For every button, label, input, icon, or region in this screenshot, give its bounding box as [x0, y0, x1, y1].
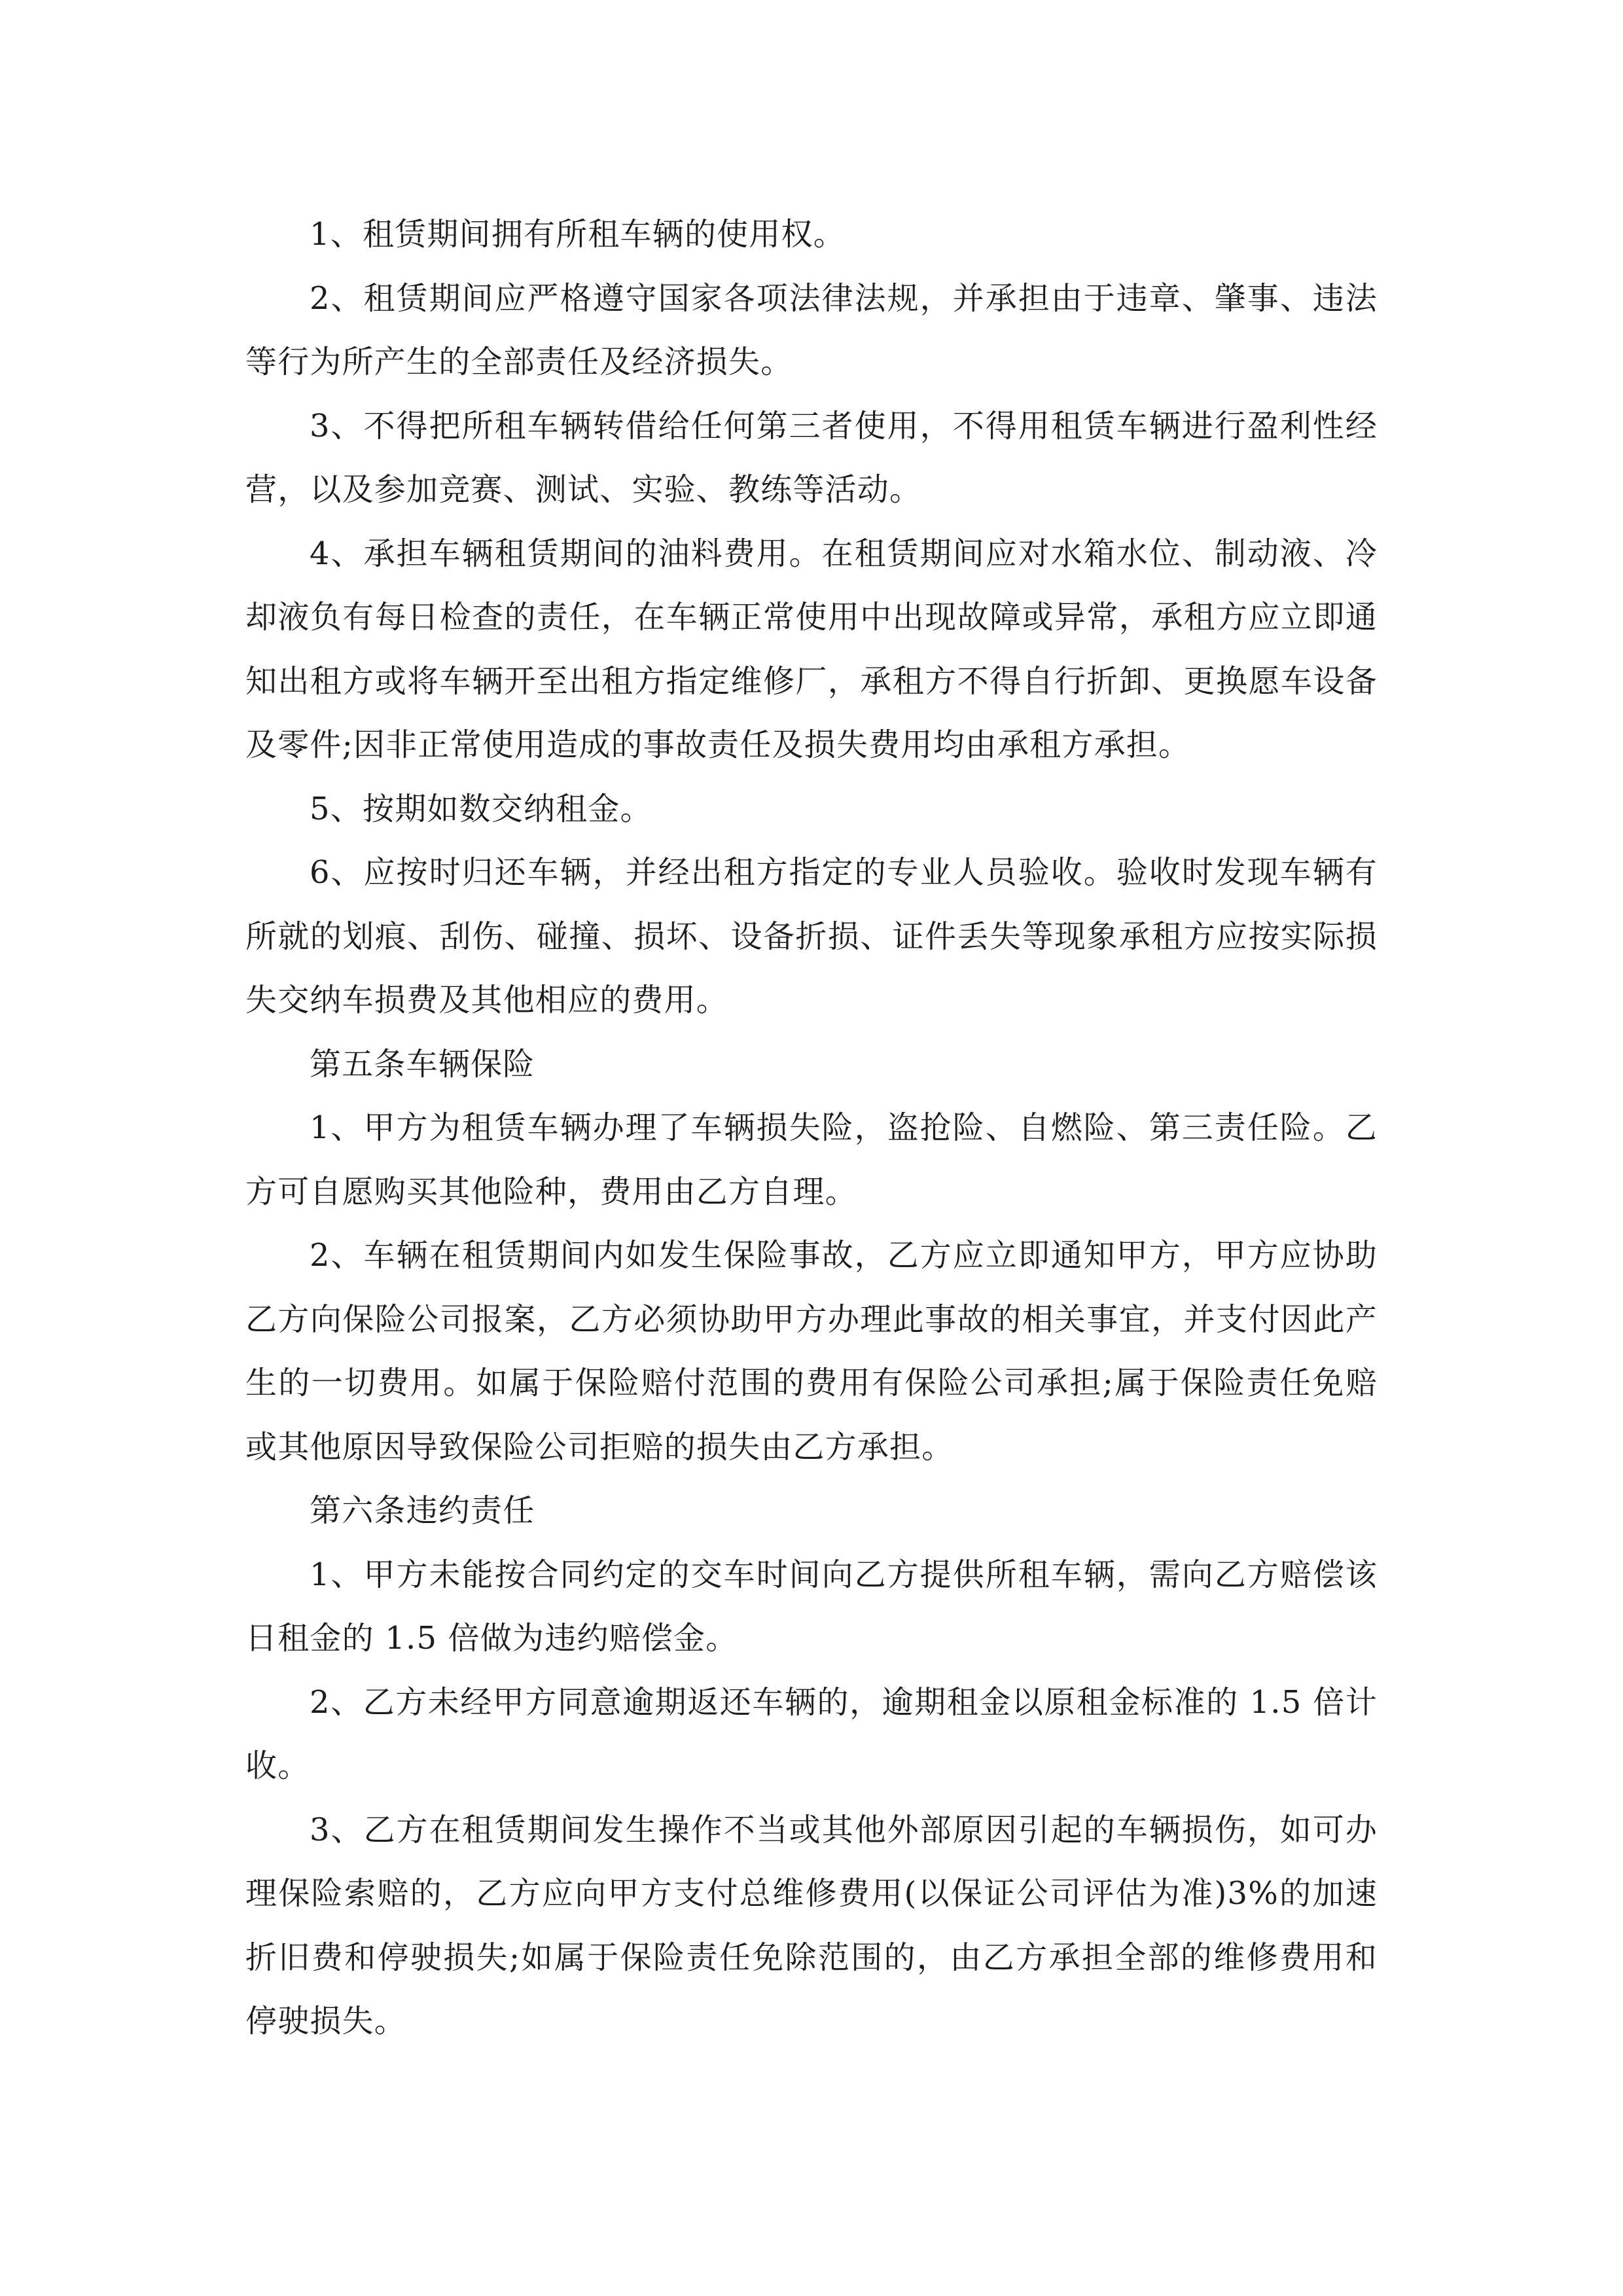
section-heading-insurance: 第五条车辆保险	[310, 1045, 535, 1083]
clause-late-delivery: 1、甲方未能按合同约定的交车时间向乙方提供所租车辆，需向乙方赔偿该日租金的 1.5 倍做为违约赔偿金。	[245, 1556, 1378, 1657]
document-body	[245, 203, 1378, 2054]
clause-fuel-and-inspection: 4、承担车辆租赁期间的油料费用。在租赁期间应对水箱水位、制动液、冷却液负有每日检查的责任，在车辆正常使用中出现故障或异常，承租方应立即通知出租方或将车辆开至出租方指定维修厂，承租方不得自行折卸、更换愿车设备及零件;因非正常使用造成的事故责任及损失费用均由承租方承担。	[245, 535, 1378, 763]
clause-insurance-accident: 2、车辆在租赁期间内如发生保险事故，乙方应立即通知甲方，甲方应协助乙方向保险公司报案，乙方必须协助甲方办理此事故的相关事宜，并支付因此产生的一切费用。如属于保险赔付范围的费用有保险公司承担;属于保险责任免赔或其他原因导致保险公司拒赔的损失由乙方承担。	[245, 1237, 1378, 1465]
clause-obey-laws: 2、租赁期间应严格遵守国家各项法律法规，并承担由于违章、肇事、违法等行为所产生的全部责任及经济损失。	[245, 279, 1378, 380]
clause-return-vehicle: 6、应按时归还车辆，并经出租方指定的专业人员验收。验收时发现车辆有所就的划痕、刮伤、碰撞、损坏、设备折损、证件丢失等现象承租方应按实际损失交纳车损费及其他相应的费用。	[245, 854, 1378, 1018]
clause-lessee-right-of-use: 1、租赁期间拥有所租车辆的使用权。	[310, 216, 846, 253]
clause-late-return: 2、乙方未经甲方同意逾期返还车辆的，逾期租金以原租金标准的 1.5 倍计收。	[245, 1683, 1378, 1784]
clause-pay-rent: 5、按期如数交纳租金。	[310, 790, 652, 827]
clause-damage-compensation: 3、乙方在租赁期间发生操作不当或其他外部原因引起的车辆损伤，如可办理保险索赔的，乙方应向甲方支付总维修费用(以保证公司评估为准)3%的加速折旧费和停驶损失;如属于保险责任免除范围的，由乙方承担全部的维修费用和停驶损失。	[245, 1811, 1378, 2039]
clause-insurance-coverage: 1、甲方为租赁车辆办理了车辆损失险，盗抢险、自燃险、第三责任险。乙方可自愿购买其他险种，费用由乙方自理。	[245, 1109, 1378, 1210]
section-heading-liability: 第六条违约责任	[310, 1492, 535, 1529]
clause-no-sublending: 3、不得把所租车辆转借给任何第三者使用，不得用租赁车辆进行盈利性经营，以及参加竞赛、测试、实验、教练等活动。	[245, 407, 1378, 508]
